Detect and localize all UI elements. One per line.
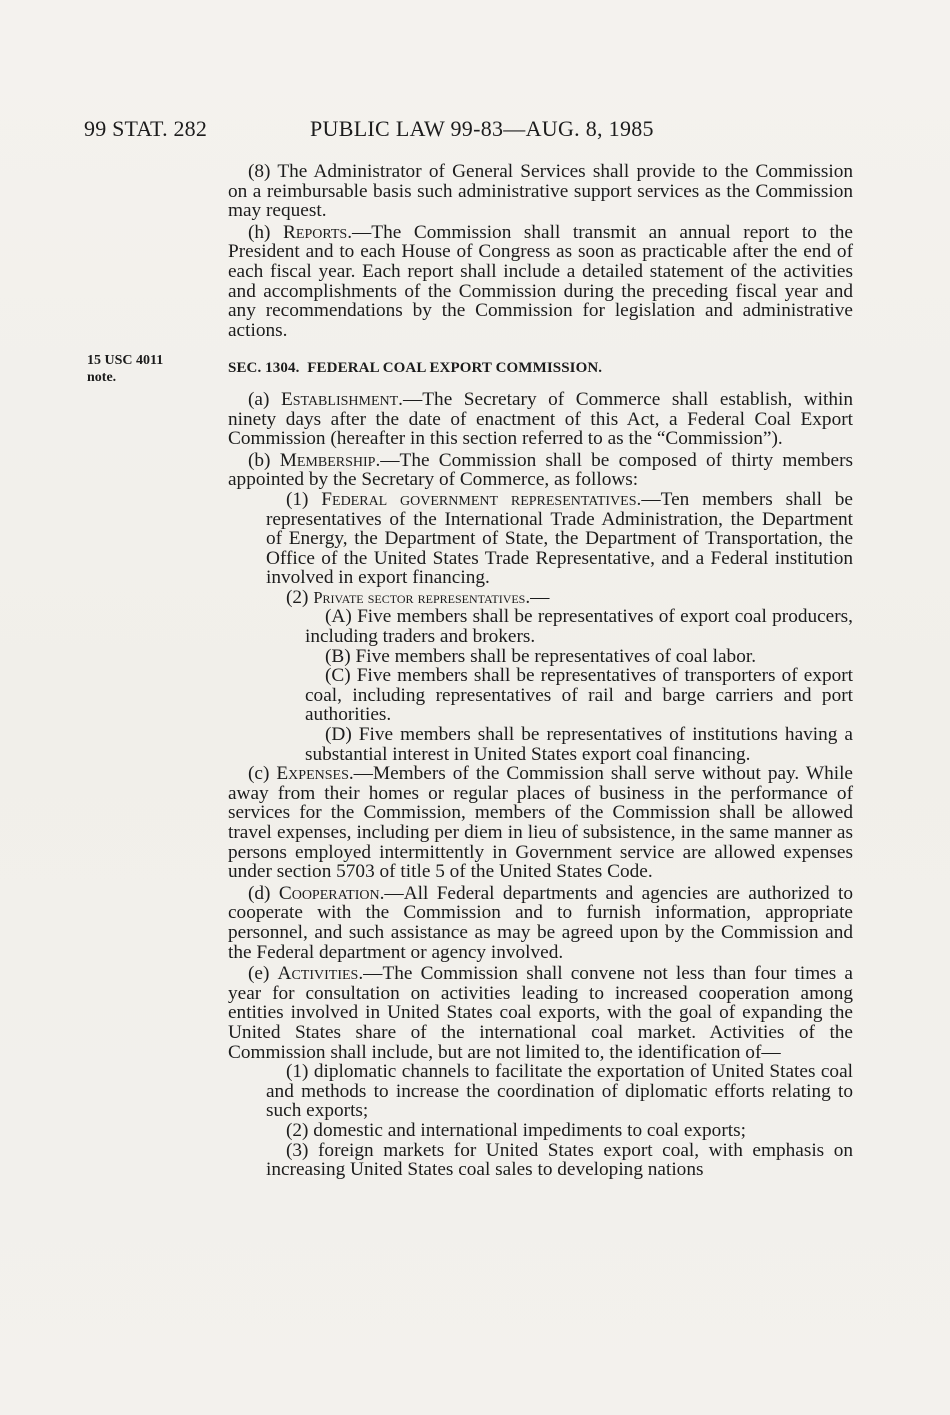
- paragraph-c-expenses: [228, 764, 853, 882]
- paragraph-text: .—The Commission shall convene not less than four times a year for consultation on activities leading to increased cooperation among entities involved in United States coal exports, with the goal of expanding the United States share of the international coal market. Activities of the Commission shall include, but are not limited to, the identification of—: [228, 963, 853, 1063]
- paragraph-a-establishment: [228, 390, 853, 449]
- paragraph-prefix: (b): [248, 449, 280, 471]
- paragraph-text: .—The Commission shall be composed of thirty members appointed by the Secretary of Commerce, as follows:: [228, 449, 854, 491]
- section-heading: [228, 359, 853, 379]
- paragraph-b1-federal-representatives: [228, 490, 853, 588]
- paragraph-prefix: (a): [248, 388, 281, 410]
- margin-note-suffix: note.: [87, 370, 117, 385]
- paragraph-heading: Membership: [279, 449, 376, 471]
- paragraph-text: .—: [525, 586, 550, 608]
- paragraph-b2d: (D) Five members shall be representatives of institutions having a substantial interest in United States export coal financing.: [305, 724, 853, 765]
- paragraph-heading: Activities: [277, 963, 359, 985]
- paragraph-d-cooperation: [228, 884, 853, 962]
- paragraph-b2-private-representatives: [228, 588, 853, 608]
- section-number: SEC. 1304.: [228, 360, 300, 377]
- margin-note: [87, 352, 197, 386]
- paragraph-text: .—The Commission shall transmit an annual report to the President and to each House of Congress as soon as practicable after the end of each fiscal year. Each report shall include a detailed statement of the activities and accomplishments of the Commission during the preceding fiscal year and any recommendations by the Commission for legislation and administrative actions.: [228, 221, 853, 341]
- paragraph-prefix: (d): [248, 882, 279, 904]
- paragraph-h-reports: [228, 223, 853, 341]
- paragraph-e-activities: [228, 964, 853, 1062]
- section-title: FEDERAL COAL EXPORT COMMISSION.: [307, 360, 603, 377]
- paragraph-heading: Cooperation: [278, 882, 380, 904]
- paragraph-b2a: (A) Five members shall be representatives of export coal producers, including traders and brokers.: [305, 606, 853, 648]
- paragraph-heading: Reports: [283, 221, 348, 243]
- paragraph-b2b: (B) Five members shall be representatives of coal labor.: [325, 645, 757, 667]
- paragraph-heading: Private sector representatives: [313, 587, 526, 607]
- paragraph-heading: Federal government representatives: [321, 488, 637, 510]
- paragraph-b-membership: [228, 451, 853, 490]
- paragraph-prefix: (h): [248, 221, 284, 243]
- paragraph-heading: Establishment: [280, 388, 399, 410]
- paragraph-b2c: (C) Five members shall be representatives of transporters of export coal, including representatives of rail and barge carriers and port authorities.: [305, 665, 853, 726]
- paragraph-prefix: (c): [248, 763, 277, 785]
- stat-page-reference: 99 STAT. 282: [84, 116, 208, 141]
- document-body: [228, 162, 853, 1180]
- margin-note-citation: 15 USC 4011: [87, 353, 164, 368]
- paragraph-e1: (1) diplomatic channels to facilitate the exportation of United States coal and methods to increase the coordination of diplomatic efforts relating to such exports;: [266, 1061, 853, 1122]
- paragraph-text: .—All Federal departments and agencies are authorized to cooperate with the Commission and to furnish information, appropriate personnel, and such assistance as may be agreed upon by the Commission and the Federal department or agency involved.: [228, 882, 853, 963]
- paragraph-e3: (3) foreign markets for United States export coal, with emphasis on increasing United States coal sales to developing nations: [266, 1139, 853, 1181]
- paragraph-prefix: (e): [248, 963, 278, 985]
- paragraph-prefix: (1): [286, 488, 322, 510]
- page-header: [84, 116, 864, 146]
- paragraph-e2: (2) domestic and international impediments to coal exports;: [286, 1119, 746, 1141]
- paragraph-text: .—Members of the Commission shall serve without pay. While away from their homes or regular places of business in the performance of services for the Commission, members of the Commission shall be allowed travel expenses, including per diem in lieu of subsistence, in the same manner as persons employed intermittently in Government service are allowed expenses under section 5703 of title 5 of the United States Code.: [228, 763, 853, 883]
- paragraph-text: .—Ten members shall be representatives of the International Trade Administration, the Department of Energy, the Department of State, the Department of Transportation, the Office of the United States Trade Representative, and a Federal institution involved in export financing.: [266, 488, 853, 589]
- paragraph-8: (8) The Administrator of General Services shall provide to the Commission on a reimbursable basis such administrative support services as the Commission may request.: [228, 161, 853, 222]
- paragraph-prefix: (2): [286, 586, 314, 608]
- paragraph-heading: Expenses: [276, 763, 349, 785]
- public-law-reference: PUBLIC LAW 99-83—AUG. 8, 1985: [310, 116, 654, 141]
- paragraph-text: .—The Secretary of Commerce shall establish, within ninety days after the date of enactment of this Act, a Federal Coal Export Commission (hereafter in this section referred to as the “Commission”).: [228, 388, 853, 450]
